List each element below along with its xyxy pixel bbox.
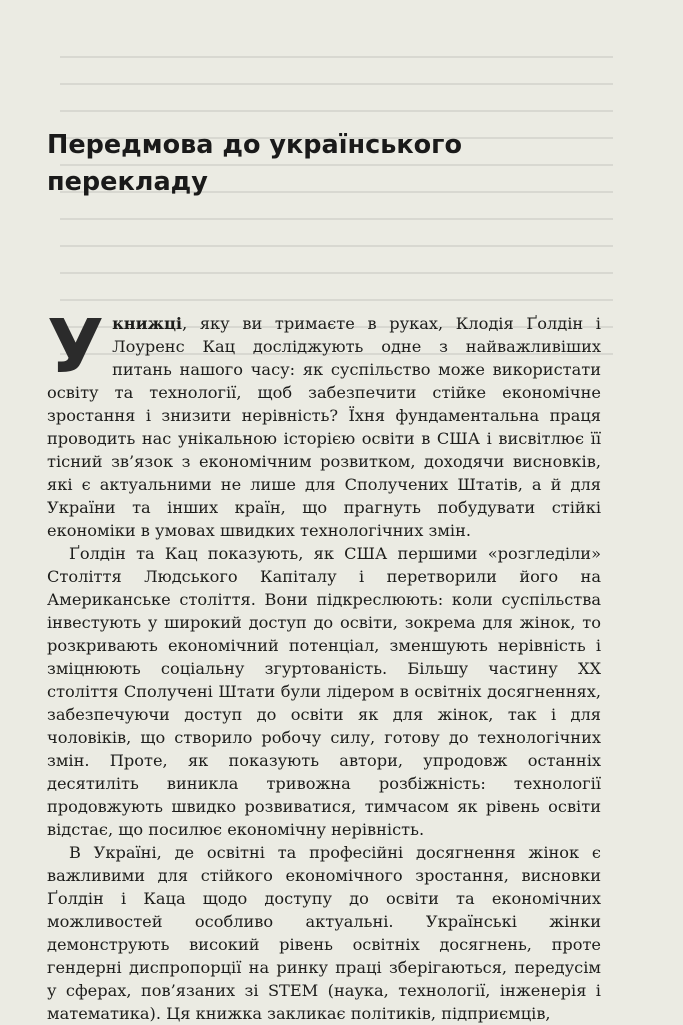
text-line: досліджують одне з найважливіших питань нашого часу: як: [112, 337, 601, 379]
text-line: тів, а й для України та інших країн, що прагнуть побудувати стійкі: [47, 475, 602, 517]
text-line: вими для стійкого економічного зростання, висновки Ґолдін і Ка: [47, 866, 601, 908]
text-line: безпечити стійке економічне зростання і знизити нерівність? Їхня: [47, 383, 601, 425]
text-line: логічних змін. Проте, як показують автори, упродовж останніх де: [47, 728, 601, 793]
text-line: економіки в умовах швидких технологічних змін.: [47, 521, 472, 540]
text-line: актуальні. Українські жінки демонструють високий рівень освітніх: [47, 912, 601, 954]
text-line: США і висвітлює її тісний зв’язок з економічним розвитком, дохо: [47, 429, 601, 471]
paragraph-3: [47, 841, 601, 1025]
text-line: ність. Більшу частину XX століття Сполучені Штати були лідером: [47, 659, 601, 701]
text-line: суспільство може використати освіту та технології, щоб за: [47, 360, 602, 402]
paragraph-2: [47, 542, 601, 841]
text-line: доступ до освіти, зокрема для жінок, то розкривають економічний: [47, 613, 602, 655]
text-line: швидко розвиватися, тимчасом як рівень освіти відстає, що посил: [47, 797, 601, 839]
chapter-title-line-1: Передмова до українського: [47, 130, 463, 160]
text-line: дячи висновків, які є актуальними не лише для Сполучених Шта: [47, 452, 601, 494]
chapter-title: [47, 127, 567, 201]
drop-cap: У: [47, 304, 105, 390]
paragraph-lead-word: книжці: [112, 314, 183, 333]
chapter-title-line-2: перекладу: [47, 167, 208, 197]
text-line: сятиліть виникла тривожна розбіжність: технології продовжують: [47, 774, 601, 816]
text-line: ює економічну нерівність.: [198, 820, 425, 839]
text-line: нок, так і для чоловіків, що створило робочу силу, готову до техно: [47, 705, 601, 747]
text-line: в освітніх досягненнях, забезпечуючи доступ до освіти як для жі: [47, 682, 601, 724]
text-line: , яку ви тримаєте в руках, Клодія Ґолдін і Лоуренс Кац: [112, 314, 601, 356]
text-line: досягнень, проте гендерні диспропорції на ринку праці зберігають: [47, 935, 602, 977]
text-line: В Україні, де освітні та професійні досягнення жінок є важли: [47, 843, 601, 885]
text-line: ца щодо доступу до освіти та економічних можливостей особливо: [47, 889, 601, 931]
paragraph-1: [47, 304, 602, 542]
text-line: женерія і математика). Ця книжка закликає політиків, підприємців,: [47, 981, 601, 1023]
text-line: Ґолдін та Кац показують, як США першими «розгледіли» Сто: [47, 544, 601, 586]
text-line: потенціал, зменшують нерівність і зміцнюють соціальну згуртова: [47, 636, 602, 678]
body-text: [47, 304, 602, 1025]
text-line: фундаментальна праця проводить нас унікальною історією освіти в: [47, 406, 601, 448]
text-line: ся, передусім у сферах, пов’язаних зі STEM (наука, технології, ін: [47, 958, 601, 1000]
text-line: ліття. Вони підкреслюють: коли суспільства інвестують у широкий: [47, 590, 601, 632]
text-line: ліття Людського Капіталу і перетворили його на Американське сто: [47, 567, 601, 609]
